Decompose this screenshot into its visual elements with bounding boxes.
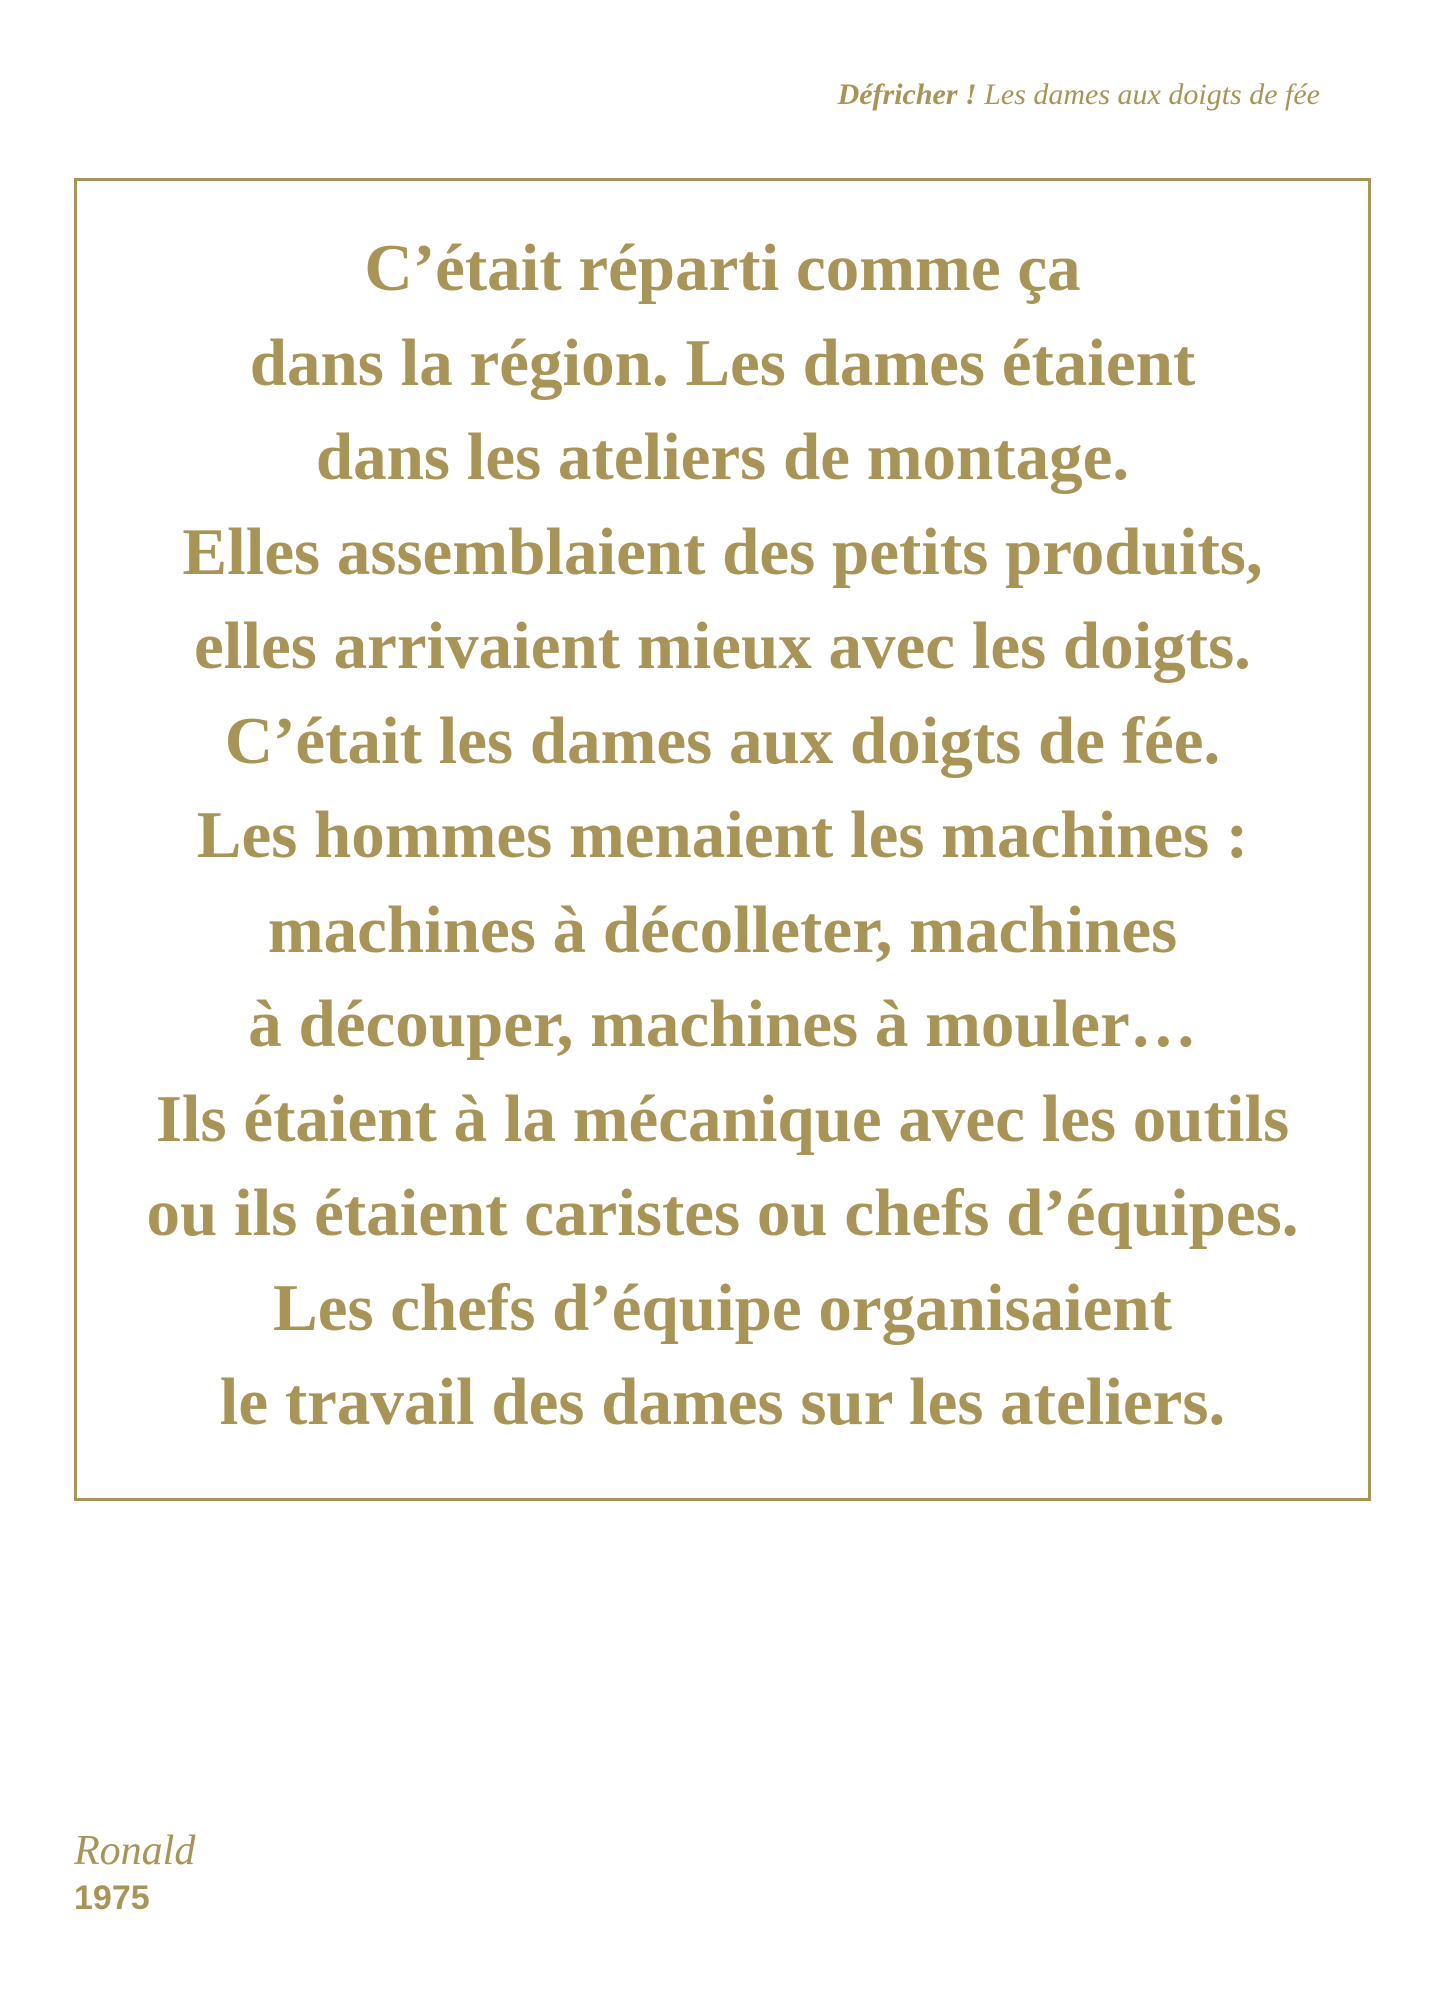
- quote-line: Elles assemblaient des petits produits,: [182, 514, 1263, 589]
- quote-line: C’était les dames aux doigts de fée.: [224, 703, 1221, 778]
- running-header-bold: Défricher !: [837, 78, 977, 111]
- quote-line: Ils étaient à la mécanique avec les outils: [155, 1081, 1290, 1156]
- quote-line: ou ils étaient caristes ou chefs d’équipes.: [146, 1176, 1299, 1250]
- quote-line: elles arrivaient mieux avec les doigts.: [194, 609, 1251, 683]
- quote-frame: [74, 178, 1371, 1501]
- quote-line: C’était réparti comme ça: [364, 231, 1081, 305]
- quote-line: le travail des dames sur les ateliers.: [219, 1365, 1226, 1439]
- quote-line: Les hommes menaient les machines :: [196, 798, 1249, 872]
- quote-line: à découper, machines à mouler…: [248, 987, 1197, 1061]
- attribution: [74, 1826, 195, 1920]
- quote-line: machines à décolleter, machines: [267, 892, 1178, 967]
- quote-text: [77, 221, 1368, 1450]
- quote-line: dans les ateliers de montage.: [315, 420, 1130, 494]
- quote-line: dans la région. Les dames étaient: [249, 325, 1196, 400]
- author-name: Ronald: [74, 1828, 196, 1874]
- running-header-title: Les dames aux doigts de fée: [976, 78, 1320, 111]
- quote-line: Les chefs d’équipe organisaient: [273, 1270, 1172, 1345]
- author-year: 1975: [74, 1879, 150, 1917]
- running-header: [838, 78, 1320, 112]
